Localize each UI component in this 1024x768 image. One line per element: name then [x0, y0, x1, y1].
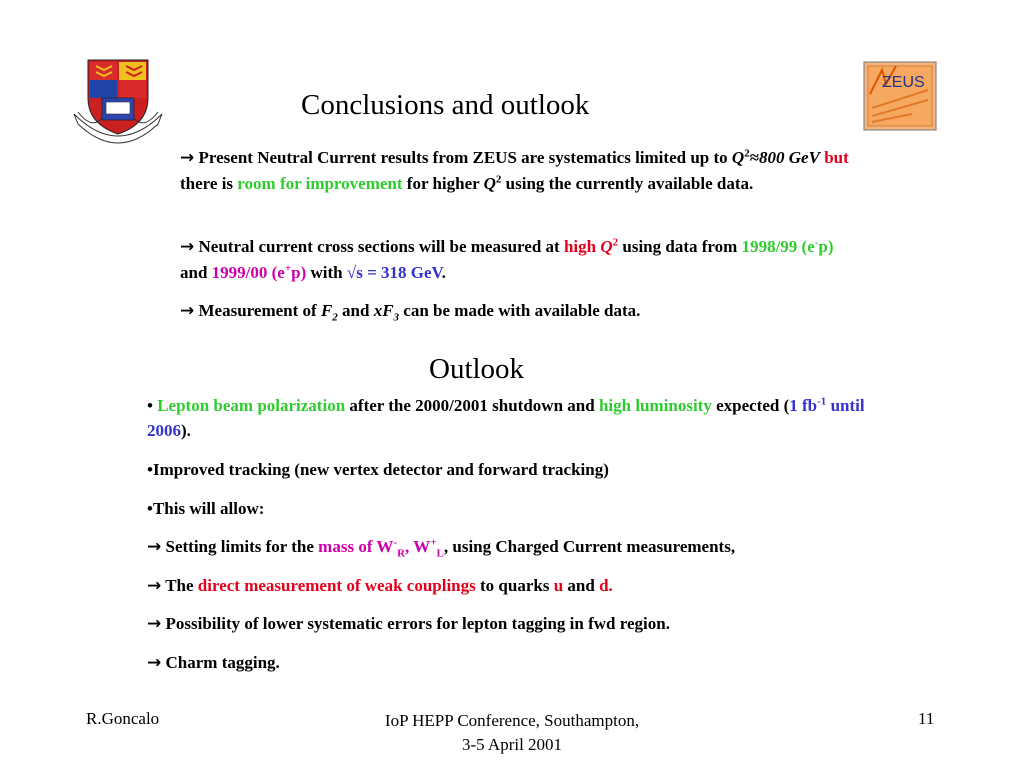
- text: .: [441, 263, 446, 282]
- crest-shield-icon: [72, 58, 164, 154]
- subscript: 3: [393, 311, 400, 324]
- conference-line-1: IoP HEPP Conference, Southampton,: [384, 711, 640, 730]
- arrow-right-icon: →: [180, 237, 195, 257]
- text: to quarks: [475, 576, 554, 595]
- superscript: -: [814, 236, 819, 249]
- conclusion-paragraph-2: [180, 234, 860, 285]
- text: The: [165, 576, 198, 595]
- text: after the 2000/2001 shutdown and: [345, 396, 599, 415]
- q-symbol: Q: [483, 174, 496, 193]
- until-2006: until 2006: [147, 396, 865, 440]
- zeus-logo-text: ZEUS: [882, 74, 925, 91]
- text: with: [306, 263, 347, 282]
- outlook-bullet-4: [147, 534, 907, 560]
- text: and: [180, 263, 212, 282]
- footer-author: R.Goncalo: [86, 709, 160, 728]
- superscript: 2: [612, 236, 619, 249]
- superscript: -: [393, 536, 398, 549]
- zeus-logo: [862, 60, 938, 132]
- arrow-right-icon: →: [147, 576, 162, 596]
- text: Possibility of lower systematic errors for lepton tagging in fwd region.: [165, 614, 670, 633]
- text: Setting limits for the: [165, 537, 319, 556]
- outlook-bullet-2: •Improved tracking (new vertex detector and forward tracking): [147, 460, 609, 479]
- subscript: L: [436, 547, 444, 560]
- xf-symbol: xF: [373, 301, 394, 320]
- conclusion-paragraph-3: [180, 298, 860, 324]
- dataset-1999-end: p): [291, 263, 307, 282]
- quark-d: d.: [599, 576, 613, 595]
- text: for higher: [402, 174, 484, 193]
- superscript: +: [284, 262, 292, 275]
- direct-measurement: direct measurement of weak couplings: [197, 576, 476, 595]
- dataset-1998: 1998/99 (e: [741, 237, 815, 256]
- quark-u: u: [553, 576, 564, 595]
- conference-line-2: 3-5 April 2001: [461, 735, 563, 754]
- q-symbol: Q: [731, 148, 745, 167]
- text: and: [337, 301, 374, 320]
- superscript: -1: [817, 395, 827, 408]
- bullet-icon: •: [147, 396, 153, 415]
- text: Measurement of: [198, 301, 321, 320]
- text: can be made with available data.: [399, 301, 641, 320]
- subscript: R: [397, 547, 406, 560]
- text: expected (: [711, 396, 790, 415]
- footer-page-number: 11: [918, 709, 935, 728]
- arrow-right-icon: →: [180, 301, 195, 321]
- lepton-beam-polarization: Lepton beam polarization: [157, 396, 346, 415]
- outlook-bullet-1: [147, 393, 887, 443]
- text: using data from: [618, 237, 742, 256]
- high-luminosity: high luminosity: [598, 396, 712, 415]
- arrow-right-icon: →: [147, 653, 162, 673]
- f-symbol: F: [320, 301, 333, 320]
- superscript: 2: [495, 173, 502, 186]
- w-plus: , W: [405, 537, 431, 556]
- superscript: +: [430, 536, 437, 549]
- q-symbol: Q: [600, 237, 613, 256]
- dataset-1999: 1999/00 (e: [211, 263, 285, 282]
- but-word: but: [824, 148, 849, 167]
- dataset-1998-end: p): [818, 237, 834, 256]
- high-word: high: [563, 237, 597, 256]
- footer-conference: [340, 709, 684, 757]
- outlook-bullet-5: [147, 573, 907, 599]
- text: Charm tagging.: [165, 653, 280, 672]
- energy-value: √s = 318 GeV: [346, 263, 442, 282]
- conclusion-paragraph-1: [180, 145, 860, 196]
- arrow-right-icon: →: [180, 148, 195, 168]
- text: Neutral current cross sections will be measured at: [198, 237, 564, 256]
- outlook-bullet-7: [147, 650, 907, 676]
- text: using the currently available data.: [501, 174, 754, 193]
- outlook-heading: Outlook: [429, 353, 525, 385]
- outlook-bullet-6: [147, 611, 907, 637]
- room-for-improvement: room for improvement: [237, 174, 403, 193]
- arrow-right-icon: →: [147, 537, 162, 557]
- mass-of-w: mass of W: [318, 537, 394, 556]
- text: there is: [180, 174, 238, 193]
- superscript: 2: [744, 147, 750, 160]
- zeus-badge-icon: [862, 60, 938, 132]
- text: Present Neutral Current results from ZEUS are systematics limited up to: [198, 148, 732, 167]
- text: ).: [181, 421, 191, 440]
- slide-title: Conclusions and outlook: [301, 89, 590, 121]
- approx-symbol: ≈: [749, 148, 760, 167]
- arrow-right-icon: →: [147, 614, 162, 634]
- q-value: 800 GeV: [759, 148, 820, 167]
- text: , using Charged Current measurements,: [443, 537, 736, 556]
- luminosity-value: 1 fb: [789, 396, 818, 415]
- outlook-bullet-3: •This will allow:: [147, 499, 265, 518]
- imperial-crest-logo: [72, 58, 164, 154]
- subscript: 2: [332, 311, 338, 324]
- text: and: [563, 576, 600, 595]
